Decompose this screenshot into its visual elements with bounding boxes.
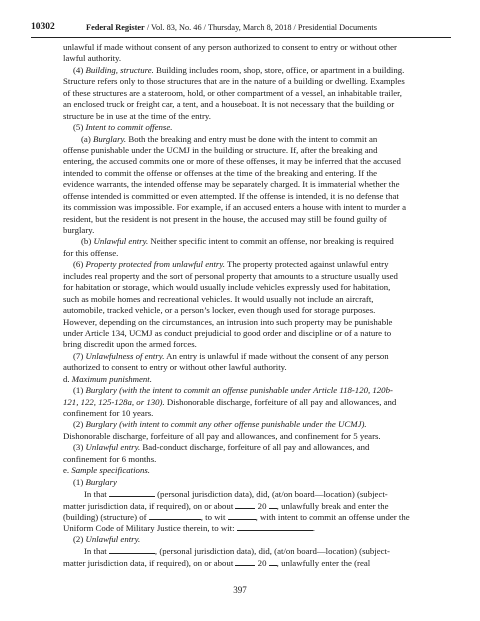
fill-in-blank: [235, 557, 255, 566]
fill-in-blank: [109, 545, 155, 554]
italic-heading-text: Burglary (with intent to commit any other offense punishable under the UCMJ).: [85, 419, 367, 430]
body-text: automobile, tracked vehicle, or a person’s locker, even though used for storage purposes.: [63, 305, 376, 316]
body-text: (personal jurisdiction data), did, (at/on board—location) (subject-: [154, 489, 388, 500]
body-text: confinement for 10 years.: [63, 408, 154, 418]
body-text: evidence warrants, the intended offense may be separately charged. It is immaterial whether the: [63, 179, 400, 190]
text-line: [63, 42, 440, 53]
italic-heading-text: Maximum punishment.: [71, 373, 152, 384]
italic-heading-text: Property protected from unlawful entry.: [85, 259, 225, 270]
body-text: lawful authority.: [63, 53, 122, 64]
text-line: [63, 419, 440, 430]
body-text: for this offense.: [63, 247, 119, 258]
body-text: matter jurisdiction data, if required), on or about: [63, 500, 236, 511]
body-text: In that: [84, 546, 109, 557]
body-text: authorized to consent to entry or without other lawful authority.: [63, 362, 287, 373]
text-line: [63, 76, 440, 87]
text-line: [63, 294, 440, 305]
fill-in-blank: [109, 488, 155, 497]
body-text: resident, but the resident is not present in the house, the accused may still be found guilty of: [63, 213, 387, 224]
text-line: [63, 88, 440, 99]
text-line: [63, 271, 440, 282]
text-line: [63, 191, 440, 202]
body-text: (6): [73, 259, 86, 270]
body-text: for habitation or storage, which would usually include vehicles expressly used for habitation,: [63, 282, 391, 293]
text-line: [63, 385, 440, 396]
italic-heading-text: Building, structure.: [85, 64, 154, 75]
text-line: [63, 202, 440, 213]
text-line: [63, 145, 440, 156]
body-text: (2): [73, 533, 86, 544]
text-line: [63, 465, 440, 476]
text-line: [63, 134, 440, 145]
body-text: An entry is unlawful if made without the consent of any person: [164, 350, 389, 361]
text-line: [63, 500, 440, 511]
fill-in-blank: [269, 500, 277, 509]
body-text: e.: [63, 465, 72, 476]
text-line: [63, 179, 440, 190]
italic-heading-text: Burglary (with the intent to commit an offense punishable under Article 118-120, 120b-: [85, 385, 393, 396]
body-text: However, depending on the circumstances, an intrusion into such property may be punishable: [63, 316, 393, 327]
italic-heading-text: 121, 122, 125-128a, or 130).: [63, 396, 165, 407]
page-number: 10302: [31, 22, 55, 32]
body-text: In that: [84, 489, 109, 500]
body-text: 20: [255, 557, 269, 568]
body-text: unlawful if made without consent of any person authorized to consent to entry or without other: [63, 42, 397, 52]
text-line: [63, 534, 440, 545]
italic-heading-text: Sample specifications.: [71, 465, 150, 476]
body-text: Dishonorable discharge, forfeiture of all pay and allowances, and confinement for 5 years.: [63, 430, 381, 441]
body-text: bring discredit upon the armed forces.: [63, 339, 197, 350]
body-text: such as mobile homes and recreational vehicles. It would usually not include an aircraft,: [63, 293, 374, 304]
body-text: .: [312, 523, 315, 534]
fill-in-blank: [149, 511, 201, 520]
body-text: (1): [73, 385, 86, 396]
text-line: [63, 557, 440, 568]
text-line: [63, 339, 440, 350]
text-line: [63, 317, 440, 328]
document-body: [63, 42, 440, 568]
body-text: (7): [73, 350, 86, 361]
text-line: [63, 168, 440, 179]
body-text: , unlawfully break and enter the: [276, 500, 389, 511]
body-text: burglary.: [63, 225, 95, 235]
running-head-details: / Vol. 83, No. 46 / Thursday, March 8, 2018 / Presidential Documents: [144, 23, 377, 32]
body-text: (3): [73, 442, 86, 453]
body-text: under Article 134, UCMJ as conduct prejudicial to good order and discipline or of a nature to: [63, 327, 392, 338]
body-text: (a): [81, 133, 93, 144]
body-text: includes real property and the sort of personal property that amounts to a structure usually used: [63, 270, 398, 281]
italic-heading-text: Intent to commit offense.: [85, 122, 173, 133]
italic-heading-text: Unlawful entry.: [85, 442, 141, 453]
running-head-title: Federal Register: [86, 23, 145, 32]
body-text: , unlawfully enter the (real: [276, 557, 371, 568]
text-line: [63, 431, 440, 442]
text-line: [63, 156, 440, 167]
text-line: [63, 362, 440, 373]
body-text: offense intended is committed or even attempted. If the offense is intended, it is no defense that: [63, 190, 399, 201]
running-head: [86, 23, 377, 32]
text-line: [63, 522, 440, 533]
body-text: (b): [81, 236, 94, 247]
body-text: The property protected against unlawful entry: [224, 259, 389, 270]
body-text: entering, the accused commits one or more of these offenses, it may be inferred that the accused: [63, 156, 401, 167]
text-line: [63, 488, 440, 499]
text-line: [63, 545, 440, 556]
body-text: Structure refers only to those structures that are in the nature of a building or dwelling. Examples: [63, 76, 405, 87]
body-text: (5): [73, 122, 86, 133]
text-line: [63, 65, 440, 76]
body-text: Uniform Code of Military Justice therein, to wit:: [63, 523, 237, 534]
body-text: its commission was impossible. For example, if an accused enters a house with intent to murder a: [63, 202, 407, 213]
body-text: Neither specific intent to commit an offense, nor breaking is required: [148, 236, 394, 247]
text-line: [63, 236, 440, 247]
body-text: (building) (structure) of: [63, 511, 149, 522]
text-line: [63, 214, 440, 225]
body-text: confinement for 6 months.: [63, 453, 157, 464]
fill-in-blank: [237, 522, 315, 534]
fill-in-blank: [235, 500, 255, 509]
italic-heading-text: Unlawful entry.: [93, 236, 149, 247]
body-text: matter jurisdiction data, if required), on or about: [63, 557, 236, 568]
body-text: , with intent to commit an offense under the: [255, 511, 410, 522]
text-line: [63, 442, 440, 453]
italic-heading-text: Burglary.: [92, 133, 127, 144]
fill-in-blank: [269, 557, 277, 566]
body-text: (4): [73, 64, 86, 75]
text-line: [63, 99, 440, 110]
text-line: [63, 305, 440, 316]
body-text: , to wit: [200, 511, 228, 522]
text-line: [63, 282, 440, 293]
body-text: offense punishable under the UCMJ in the building or structure. If, after the breaking and: [63, 144, 378, 155]
text-line: [63, 397, 440, 408]
text-line: [63, 328, 440, 339]
text-line: [63, 454, 440, 465]
fill-in-blank: [228, 511, 256, 520]
body-text: Building includes room, shop, store, office, or apartment in a building.: [153, 64, 405, 75]
italic-heading-text: Burglary: [85, 476, 117, 487]
text-line: [63, 408, 440, 419]
body-text: 20: [255, 500, 269, 511]
italic-heading-text: Unlawfulness of entry.: [85, 350, 165, 361]
body-text: intended to commit the offense or offenses at the time of the breaking and entering. If the: [63, 167, 378, 178]
text-line: [63, 374, 440, 385]
text-line: [63, 122, 440, 133]
body-text: of these structures are a stateroom, hold, or other compartment of a vessel, an inhabitable trailer,: [63, 87, 402, 98]
text-line: [63, 248, 440, 259]
text-line: [63, 259, 440, 270]
header-rule: [31, 37, 451, 38]
body-text: Dishonorable discharge, forfeiture of all pay and allowances, and: [164, 396, 397, 407]
body-text: Bad-conduct discharge, forfeiture of all pay and allowances, and: [140, 442, 370, 453]
italic-heading-text: Unlawful entry.: [85, 533, 141, 544]
body-text: (2): [73, 419, 86, 430]
page-header: [31, 22, 451, 36]
body-text: (1): [73, 476, 86, 487]
text-line: [63, 111, 440, 122]
body-text: , (personal jurisdiction data), did, (at/on board—location) (subject-: [154, 546, 390, 557]
text-line: [63, 351, 440, 362]
page-folio: 397: [233, 585, 247, 595]
text-line: [63, 511, 440, 522]
body-text: structure be in use at the time of the entry.: [63, 110, 211, 121]
text-line: [63, 53, 440, 64]
body-text: Both the breaking and entry must be done with the intent to commit an: [126, 133, 378, 144]
body-text: an enclosed truck or freight car, a tent, and a houseboat. It is not necessary that the building or: [63, 99, 395, 110]
body-text: d.: [63, 373, 72, 384]
text-line: [63, 477, 440, 488]
text-line: [63, 225, 440, 236]
